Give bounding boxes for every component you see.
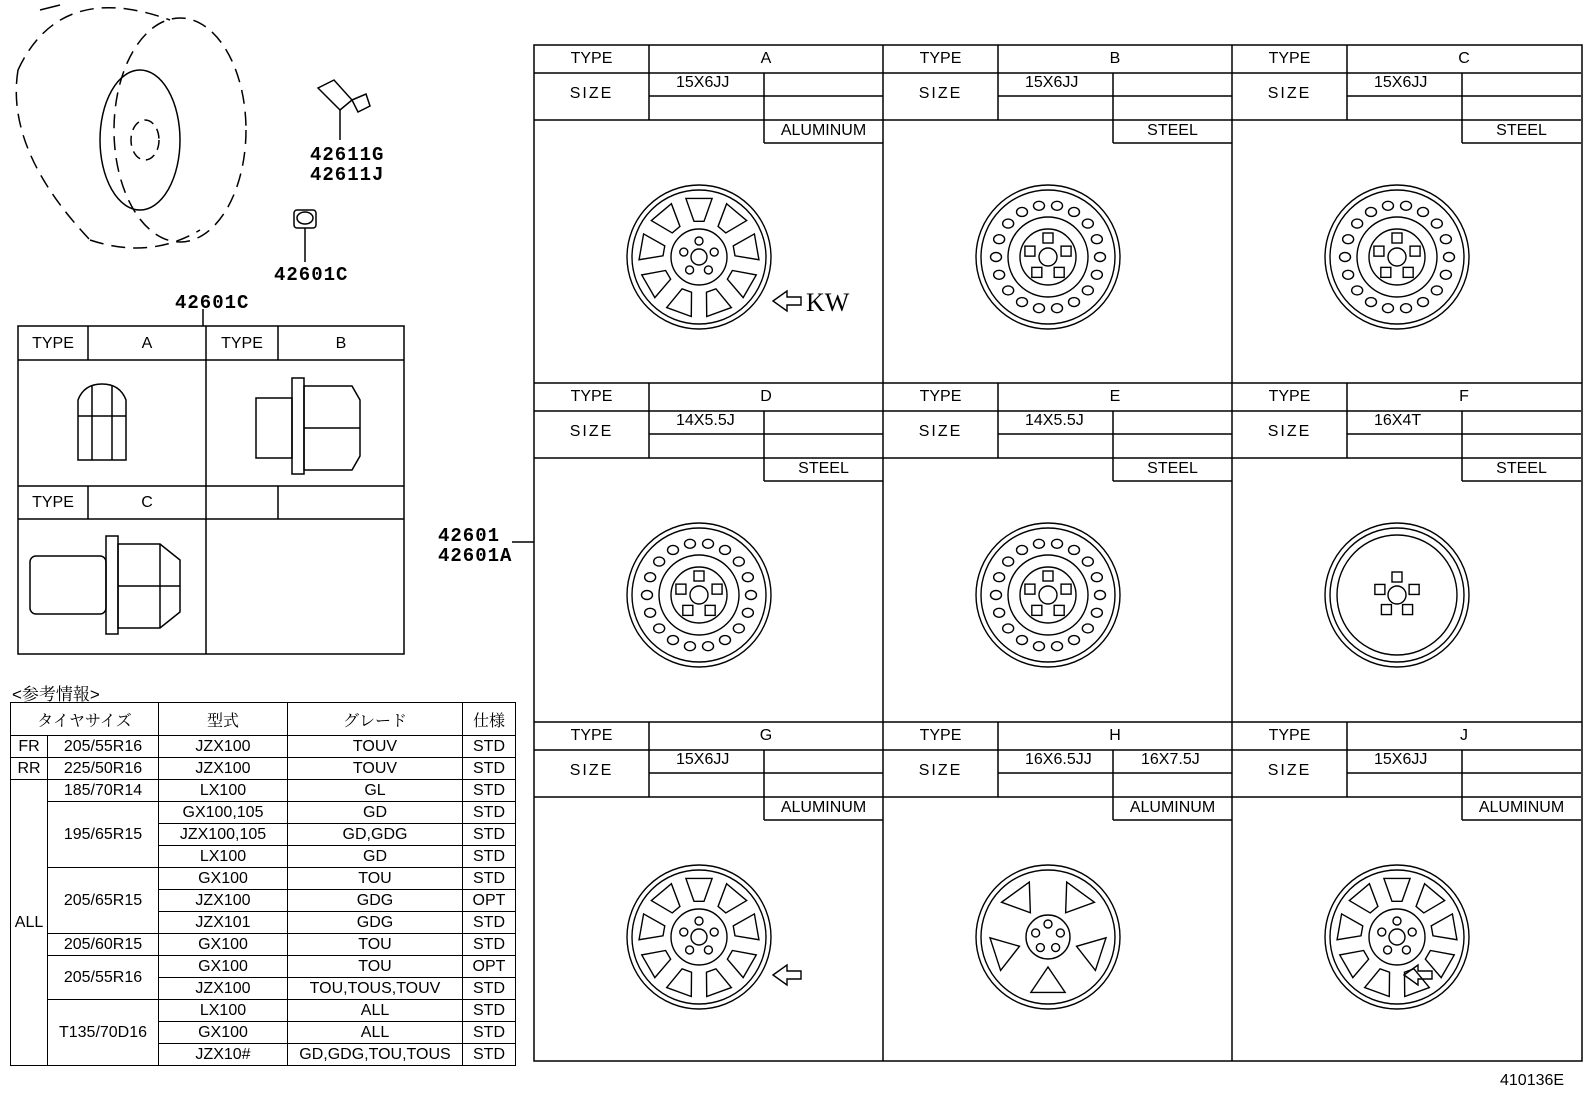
tire-illustration <box>16 5 246 248</box>
wheel-material: ALUMINUM <box>1129 799 1216 816</box>
ref-tire-size: 205/55R16 <box>48 956 159 1000</box>
ref-spec: STD <box>463 736 516 758</box>
ref-spec: STD <box>463 912 516 934</box>
wheel-a-icon <box>627 185 801 329</box>
wheel-type-value: D <box>760 388 772 405</box>
wheel-material: ALUMINUM <box>780 122 867 139</box>
wheel-c-icon <box>1325 185 1469 329</box>
wheel-type-value: E <box>1109 388 1121 405</box>
ref-spec: STD <box>463 1044 516 1066</box>
wheel-type-value: A <box>760 50 772 67</box>
ref-spec: STD <box>463 802 516 824</box>
ref-model: JZX100 <box>159 736 288 758</box>
reference-row <box>11 868 516 890</box>
nut-type-c: C <box>141 494 153 511</box>
wheel-material: STEEL <box>1496 460 1547 477</box>
ref-header-spec: 仕様 <box>463 703 516 736</box>
ref-tire-size: 185/70R14 <box>48 780 159 802</box>
ref-model: JZX100,105 <box>159 824 288 846</box>
ref-grade: GD <box>288 846 463 868</box>
wheel-a-note: KW <box>806 288 850 317</box>
wheel-material: STEEL <box>798 460 849 477</box>
pointer-arrow-icon <box>1404 965 1432 985</box>
ref-model: JZX100 <box>159 758 288 780</box>
wheel-j-icon <box>1325 865 1469 1009</box>
ref-grade: TOUV <box>288 758 463 780</box>
ref-header-tire-size: タイヤサイズ <box>11 703 159 736</box>
ref-model: GX100 <box>159 934 288 956</box>
wheel-grid-frame <box>534 45 1582 1061</box>
wheel-size-value: 16X4T <box>1374 412 1422 429</box>
ref-model: GX100 <box>159 1022 288 1044</box>
wheel-b-icon <box>976 185 1120 329</box>
wheel-type-label: TYPE <box>570 50 613 67</box>
wheel-d-icon <box>627 523 771 667</box>
ref-grade: ALL <box>288 1000 463 1022</box>
wheel-type-label: TYPE <box>919 727 962 744</box>
valve-stem-icon <box>318 80 370 140</box>
ref-model: GX100 <box>159 956 288 978</box>
wheel-g-icon <box>627 865 801 1009</box>
nut-type-label-b: TYPE <box>221 335 263 352</box>
reference-title: <参考情報> <box>12 685 100 704</box>
wheel-type-value: C <box>1458 50 1470 67</box>
ref-spec: STD <box>463 934 516 956</box>
part-number-valve-2: 42611J <box>310 164 385 186</box>
ref-grade: GDG <box>288 912 463 934</box>
ref-grade: TOUV <box>288 736 463 758</box>
ref-tire-size: 205/55R16 <box>48 736 159 758</box>
ref-header-grade: グレード <box>288 703 463 736</box>
wheel-material: STEEL <box>1496 122 1547 139</box>
ref-spec: OPT <box>463 956 516 978</box>
wheel-type-label: TYPE <box>919 388 962 405</box>
part-number-valve-1: 42611G <box>310 144 385 166</box>
ref-spec: STD <box>463 1022 516 1044</box>
ref-model: JZX101 <box>159 912 288 934</box>
wheel-material: STEEL <box>1147 460 1198 477</box>
wheel-type-label: TYPE <box>570 727 613 744</box>
wheel-size-value: 15X6JJ <box>1374 751 1428 768</box>
ref-grade: GL <box>288 780 463 802</box>
ref-model: JZX100 <box>159 890 288 912</box>
ref-grade: ALL <box>288 1022 463 1044</box>
wheel-type-value: G <box>759 727 773 744</box>
reference-row <box>11 934 516 956</box>
ref-model: LX100 <box>159 1000 288 1022</box>
part-number-wheel-1: 42601 <box>438 525 501 547</box>
wheel-size-label: SIZE <box>1267 762 1312 779</box>
ref-grade: TOU <box>288 956 463 978</box>
ref-model: GX100,105 <box>159 802 288 824</box>
wheel-size-value: 14X5.5J <box>1025 412 1084 429</box>
ref-model: LX100 <box>159 780 288 802</box>
ref-spec: STD <box>463 824 516 846</box>
nut-table-frame <box>18 326 404 654</box>
wheel-e-icon <box>976 523 1120 667</box>
wheel-size-value: 15X6JJ <box>676 751 730 768</box>
wheel-size-label: SIZE <box>569 85 614 102</box>
wheel-type-value: F <box>1459 388 1469 405</box>
wheel-type-value: B <box>1109 50 1121 67</box>
ref-grade: TOU,TOUS,TOUV <box>288 978 463 1000</box>
nut-type-a: A <box>141 335 153 352</box>
ref-model: JZX10# <box>159 1044 288 1066</box>
wheel-f-icon <box>1325 523 1469 667</box>
ref-model: LX100 <box>159 846 288 868</box>
ref-grade: TOU <box>288 934 463 956</box>
ref-grade: GD <box>288 802 463 824</box>
ref-tire-size: 225/50R16 <box>48 758 159 780</box>
pointer-arrow-icon <box>773 965 801 985</box>
wheel-size-value-2: 16X7.5J <box>1141 751 1200 768</box>
ref-spec: STD <box>463 868 516 890</box>
part-number-nut: 42601C <box>274 264 349 286</box>
nut-type-b: B <box>335 335 347 352</box>
figure-id: 410136E <box>1500 1072 1565 1089</box>
wheel-size-label: SIZE <box>918 85 963 102</box>
ref-tire-size: T135/70D16 <box>48 1000 159 1066</box>
nut-type-label-a: TYPE <box>32 335 74 352</box>
reference-row <box>11 802 516 824</box>
reference-row <box>11 780 516 802</box>
lug-nut-icon <box>294 210 316 262</box>
ref-spec: STD <box>463 846 516 868</box>
nut-type-label-c: TYPE <box>32 494 74 511</box>
wheel-material: ALUMINUM <box>780 799 867 816</box>
pointer-arrow-icon <box>773 291 801 311</box>
part-number-wheel-2: 42601A <box>438 545 513 567</box>
wheel-type-label: TYPE <box>1268 727 1311 744</box>
ref-tire-size: 205/65R15 <box>48 868 159 934</box>
wheel-type-label: TYPE <box>570 388 613 405</box>
ref-model: GX100 <box>159 868 288 890</box>
reference-row <box>11 956 516 978</box>
ref-spec: STD <box>463 1000 516 1022</box>
wheel-type-label: TYPE <box>919 50 962 67</box>
ref-grade: GDG <box>288 890 463 912</box>
wheel-type-label: TYPE <box>1268 388 1311 405</box>
ref-tire-size: 195/65R15 <box>48 802 159 868</box>
reference-table <box>10 702 516 1066</box>
ref-header-model: 型式 <box>159 703 288 736</box>
wheel-material: STEEL <box>1147 122 1198 139</box>
wheel-type-value: J <box>1460 727 1468 744</box>
wheel-h-icon <box>976 865 1120 1009</box>
reference-row <box>11 758 516 780</box>
wheel-size-value: 15X6JJ <box>676 74 730 91</box>
ref-position: RR <box>11 758 48 780</box>
wheel-size-value: 15X6JJ <box>1025 74 1079 91</box>
wheel-size-label: SIZE <box>918 762 963 779</box>
reference-row <box>11 1000 516 1022</box>
part-number-nut-table: 42601C <box>175 292 250 314</box>
ref-spec: STD <box>463 758 516 780</box>
wheel-size-label: SIZE <box>1267 85 1312 102</box>
wheel-size-label: SIZE <box>1267 423 1312 440</box>
ref-grade: GD,GDG,TOU,TOUS <box>288 1044 463 1066</box>
ref-spec: OPT <box>463 890 516 912</box>
reference-row <box>11 736 516 758</box>
wheel-material: ALUMINUM <box>1478 799 1565 816</box>
wheel-size-value: 14X5.5J <box>676 412 735 429</box>
ref-model: JZX100 <box>159 978 288 1000</box>
ref-spec: STD <box>463 780 516 802</box>
wheel-size-value: 15X6JJ <box>1374 74 1428 91</box>
wheel-size-value: 16X6.5JJ <box>1025 751 1092 768</box>
ref-position: FR <box>11 736 48 758</box>
wheel-size-label: SIZE <box>569 423 614 440</box>
ref-tire-size: 205/60R15 <box>48 934 159 956</box>
wheel-type-value: H <box>1109 727 1121 744</box>
wheel-type-label: TYPE <box>1268 50 1311 67</box>
wheel-size-label: SIZE <box>918 423 963 440</box>
wheel-size-label: SIZE <box>569 762 614 779</box>
ref-position: ALL <box>11 780 48 1066</box>
ref-spec: STD <box>463 978 516 1000</box>
ref-grade: TOU <box>288 868 463 890</box>
ref-grade: GD,GDG <box>288 824 463 846</box>
